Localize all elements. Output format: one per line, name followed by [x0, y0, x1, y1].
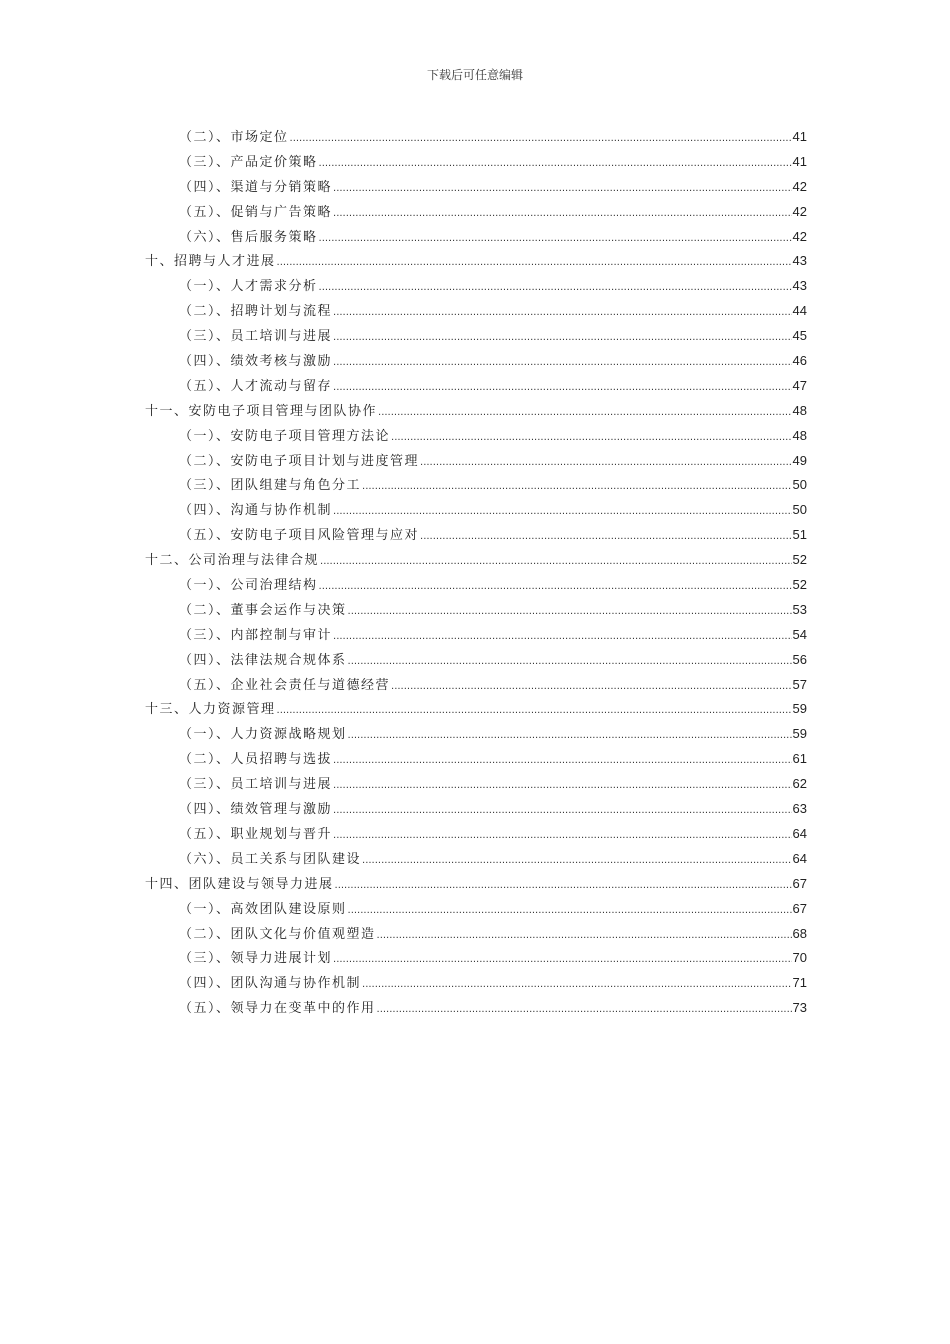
toc-leader-dots: [319, 575, 792, 600]
toc-entry-title: （四）、法律法规合规体系: [179, 652, 347, 668]
toc-entry[interactable]: [145, 822, 807, 847]
toc-entry-page: 45: [792, 328, 807, 344]
toc-entry-page: 54: [792, 626, 807, 642]
toc-entry-title: 十三、人力资源管理: [145, 702, 276, 718]
toc-leader-dots: [333, 326, 792, 351]
toc-entry-title: （三）、员工培训与进展: [179, 329, 333, 345]
toc-entry[interactable]: [145, 399, 807, 424]
toc-leader-dots: [348, 600, 792, 625]
toc-entry-title: （五）、促销与广告策略: [179, 204, 333, 220]
toc-leader-dots: [333, 376, 792, 401]
toc-leader-dots: [420, 525, 792, 550]
table-of-contents: [145, 125, 807, 1021]
toc-entry-page: 50: [792, 502, 807, 518]
toc-leader-dots: [362, 973, 792, 998]
toc-entry[interactable]: [145, 125, 807, 150]
toc-entry-title: （三）、产品定价策略: [179, 154, 318, 170]
toc-entry-title: （五）、企业社会责任与道德经营: [179, 677, 391, 693]
toc-leader-dots: [290, 127, 792, 152]
toc-entry[interactable]: [145, 897, 807, 922]
toc-entry-page: 53: [792, 601, 807, 617]
toc-entry[interactable]: [145, 449, 807, 474]
toc-entry-page: 68: [792, 925, 807, 941]
toc-leader-dots: [333, 301, 792, 326]
toc-leader-dots: [420, 451, 792, 476]
toc-entry-title: 十、招聘与人才进展: [145, 254, 276, 270]
toc-entry-title: （二）、董事会运作与决策: [179, 602, 347, 618]
toc-entry-title: （四）、绩效管理与激励: [179, 802, 333, 818]
toc-entry[interactable]: [145, 175, 807, 200]
toc-entry-title: （一）、高效团队建设原则: [179, 901, 347, 917]
toc-entry-page: 64: [792, 850, 807, 866]
toc-entry-title: （一）、公司治理结构: [179, 578, 318, 594]
toc-entry-title: （一）、安防电子项目管理方法论: [179, 428, 391, 444]
toc-entry-page: 44: [792, 303, 807, 319]
toc-entry-page: 49: [792, 452, 807, 468]
toc-leader-dots: [333, 774, 792, 799]
toc-entry-page: 62: [792, 776, 807, 792]
toc-entry-title: （三）、员工培训与进展: [179, 777, 333, 793]
toc-entry[interactable]: [145, 225, 807, 250]
toc-entry[interactable]: [145, 150, 807, 175]
toc-entry-page: 73: [792, 1000, 807, 1016]
toc-entry-title: （一）、人力资源战略规划: [179, 727, 347, 743]
toc-entry-title: （四）、团队沟通与协作机制: [179, 976, 362, 992]
toc-entry-page: 67: [792, 900, 807, 916]
toc-entry[interactable]: [145, 648, 807, 673]
toc-entry[interactable]: [145, 249, 807, 274]
toc-entry-page: 43: [792, 253, 807, 269]
toc-leader-dots: [377, 924, 792, 949]
toc-entry-title: （三）、领导力进展计划: [179, 951, 333, 967]
toc-leader-dots: [333, 948, 792, 973]
toc-entry-title: 十四、团队建设与领导力进展: [145, 876, 334, 892]
toc-entry[interactable]: [145, 747, 807, 772]
toc-entry-page: 51: [792, 527, 807, 543]
toc-leader-dots: [362, 849, 792, 874]
toc-entry-title: （五）、安防电子项目风险管理与应对: [179, 528, 420, 544]
toc-leader-dots: [333, 824, 792, 849]
toc-entry-title: 十二、公司治理与法律合规: [145, 553, 320, 569]
toc-entry-title: （三）、团队组建与角色分工: [179, 478, 362, 494]
toc-leader-dots: [348, 650, 792, 675]
toc-entry[interactable]: [145, 299, 807, 324]
toc-entry-page: 43: [792, 278, 807, 294]
toc-entry-page: 56: [792, 651, 807, 667]
toc-entry-title: （五）、职业规划与晋升: [179, 826, 333, 842]
toc-leader-dots: [277, 699, 792, 724]
toc-entry[interactable]: [145, 349, 807, 374]
toc-entry-title: （二）、团队文化与价值观塑造: [179, 926, 376, 942]
toc-entry-page: 52: [792, 552, 807, 568]
toc-entry-page: 57: [792, 676, 807, 692]
toc-entry[interactable]: [145, 473, 807, 498]
toc-leader-dots: [333, 177, 792, 202]
toc-leader-dots: [335, 874, 792, 899]
toc-entry-title: （五）、人才流动与留存: [179, 378, 333, 394]
toc-leader-dots: [378, 401, 792, 426]
toc-leader-dots: [277, 251, 792, 276]
toc-entry-page: 52: [792, 577, 807, 593]
toc-entry-page: 61: [792, 751, 807, 767]
toc-entry[interactable]: [145, 797, 807, 822]
toc-entry-title: （六）、售后服务策略: [179, 229, 318, 245]
toc-leader-dots: [391, 426, 792, 451]
toc-leader-dots: [333, 500, 792, 525]
toc-entry[interactable]: [145, 697, 807, 722]
toc-entry-page: 67: [792, 875, 807, 891]
toc-leader-dots: [333, 749, 792, 774]
toc-entry-page: 48: [792, 427, 807, 443]
toc-leader-dots: [319, 152, 792, 177]
toc-entry[interactable]: [145, 598, 807, 623]
toc-entry-title: （二）、招聘计划与流程: [179, 304, 333, 320]
toc-entry-title: 十一、安防电子项目管理与团队协作: [145, 403, 378, 419]
toc-entry[interactable]: [145, 971, 807, 996]
toc-leader-dots: [319, 276, 792, 301]
toc-entry-page: 41: [792, 153, 807, 169]
toc-entry-page: 63: [792, 801, 807, 817]
toc-entry-page: 48: [792, 402, 807, 418]
toc-entry[interactable]: [145, 872, 807, 897]
toc-entry[interactable]: [145, 922, 807, 947]
toc-entry[interactable]: [145, 374, 807, 399]
toc-entry[interactable]: [145, 623, 807, 648]
toc-entry-title: （一）、人才需求分析: [179, 279, 318, 295]
toc-entry[interactable]: [145, 847, 807, 872]
toc-entry[interactable]: [145, 548, 807, 573]
toc-entry[interactable]: [145, 424, 807, 449]
toc-entry-page: 64: [792, 825, 807, 841]
toc-leader-dots: [333, 202, 792, 227]
toc-entry-title: （五）、领导力在变革中的作用: [179, 1001, 376, 1017]
toc-entry-title: （六）、员工关系与团队建设: [179, 851, 362, 867]
toc-entry-page: 41: [792, 129, 807, 144]
toc-entry[interactable]: [145, 722, 807, 747]
toc-entry[interactable]: [145, 673, 807, 698]
toc-entry[interactable]: [145, 573, 807, 598]
toc-entry-page: 71: [792, 975, 807, 991]
toc-entry-page: 42: [792, 203, 807, 219]
toc-leader-dots: [391, 675, 792, 700]
toc-entry-page: 59: [792, 701, 807, 717]
toc-entry[interactable]: [145, 772, 807, 797]
toc-entry-title: （二）、市场定位: [179, 130, 289, 145]
toc-leader-dots: [348, 724, 792, 749]
toc-entry-page: 50: [792, 477, 807, 493]
toc-entry[interactable]: [145, 324, 807, 349]
toc-entry-page: 70: [792, 950, 807, 966]
toc-entry-page: 59: [792, 726, 807, 742]
toc-leader-dots: [319, 227, 792, 252]
toc-leader-dots: [377, 998, 792, 1023]
toc-leader-dots: [333, 351, 792, 376]
toc-entry[interactable]: [145, 274, 807, 299]
toc-entry-title: （四）、沟通与协作机制: [179, 503, 333, 519]
toc-entry-page: 42: [792, 228, 807, 244]
toc-entry-title: （二）、安防电子项目计划与进度管理: [179, 453, 420, 469]
toc-leader-dots: [333, 799, 792, 824]
toc-entry[interactable]: [145, 200, 807, 225]
toc-entry[interactable]: [145, 996, 807, 1021]
toc-entry[interactable]: [145, 946, 807, 971]
toc-entry-page: 47: [792, 377, 807, 393]
toc-entry-title: （三）、内部控制与审计: [179, 627, 333, 643]
page-header: 下载后可任意编辑: [426, 68, 523, 82]
toc-leader-dots: [333, 625, 792, 650]
toc-entry[interactable]: [145, 498, 807, 523]
toc-entry[interactable]: [145, 523, 807, 548]
toc-entry-title: （二）、人员招聘与选拔: [179, 752, 333, 768]
toc-entry-title: （四）、渠道与分销策略: [179, 179, 333, 195]
toc-entry-title: （四）、绩效考核与激励: [179, 354, 333, 370]
toc-leader-dots: [320, 550, 792, 575]
toc-entry-page: 42: [792, 178, 807, 194]
toc-leader-dots: [362, 475, 792, 500]
toc-leader-dots: [348, 899, 792, 924]
toc-entry-page: 46: [792, 353, 807, 369]
